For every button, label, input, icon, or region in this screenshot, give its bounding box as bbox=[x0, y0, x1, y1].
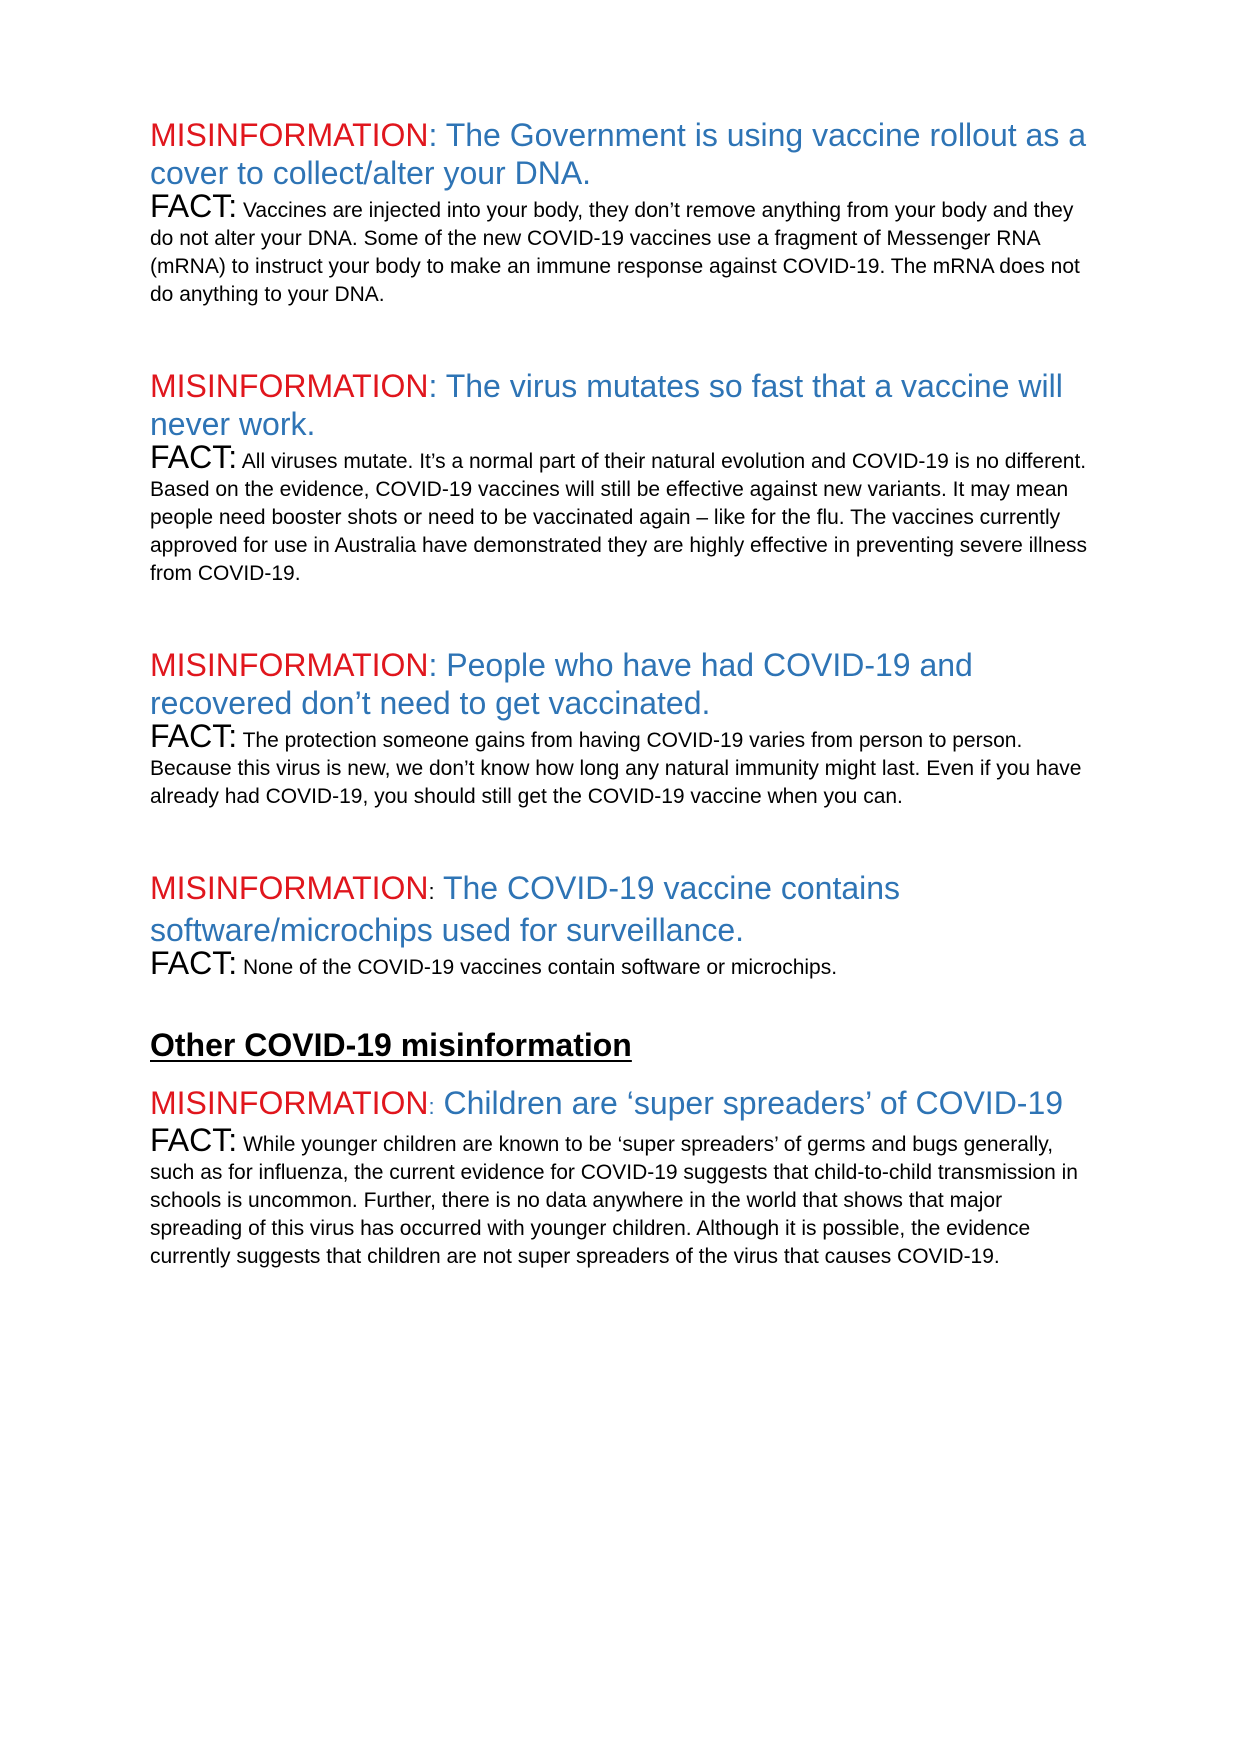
fact-label: FACT: bbox=[150, 439, 238, 475]
misinformation-label: MISINFORMATION bbox=[150, 368, 429, 404]
fact-text: The protection someone gains from having COVID-19 varies from person to person. Because this virus is new, we don’t know how long any natural immunity might last. Even if you have already had COVID-19, you should still get the COVID-19 vaccine when you can. bbox=[150, 729, 1082, 808]
misinformation-claim bbox=[150, 869, 1090, 949]
misinformation-claim bbox=[150, 116, 1090, 192]
misinformation-item bbox=[150, 367, 1090, 588]
misinformation-item bbox=[150, 869, 1090, 982]
fact-paragraph bbox=[150, 188, 1090, 309]
fact-paragraph bbox=[150, 945, 1090, 982]
fact-label: FACT: bbox=[150, 1122, 238, 1158]
misinformation-item bbox=[150, 646, 1090, 811]
claim-separator: : bbox=[428, 368, 438, 404]
fact-text: None of the COVID-19 vaccines contain software or microchips. bbox=[237, 956, 838, 979]
misinformation-claim bbox=[150, 646, 1090, 722]
claim-text: People who have had COVID-19 and recovered don’t need to get vaccinated. bbox=[150, 647, 973, 721]
misinformation-label: MISINFORMATION bbox=[150, 1085, 429, 1121]
section-heading: Other COVID-19 misinformation bbox=[150, 1027, 632, 1063]
claim-text: The COVID-19 vaccine contains software/microchips used for surveillance. bbox=[150, 870, 901, 948]
claim-separator: : bbox=[428, 647, 438, 683]
claim-separator: : bbox=[428, 1094, 435, 1119]
claim-separator: : bbox=[428, 879, 435, 904]
fact-text: While younger children are known to be ‘super spreaders’ of germs and bugs generally, such as for influenza, the current evidence for COVID-19 suggests that child-to-child transmission in schools is uncommon. Further, there is no data anywhere in the world that shows that major spreading of this virus has occurred with younger children. Although it is possible, the evidence currently suggests that children are not super spreaders of the virus that causes COVID-19. bbox=[150, 1133, 1078, 1268]
misinformation-item bbox=[150, 1084, 1090, 1271]
misinformation-claim bbox=[150, 1084, 1090, 1126]
misinformation-label: MISINFORMATION bbox=[150, 117, 429, 153]
claim-text: The Government is using vaccine rollout as a cover to collect/alter your DNA. bbox=[150, 117, 1087, 191]
fact-label: FACT: bbox=[150, 718, 238, 754]
claim-text: Children are ‘super spreaders’ of COVID-19 bbox=[434, 1085, 1064, 1121]
fact-paragraph bbox=[150, 439, 1090, 588]
document-page bbox=[150, 116, 1090, 1271]
fact-text: All viruses mutate. It’s a normal part of their natural evolution and COVID-19 is no different. Based on the evidence, COVID-19 vaccines will still be effective against new variants. It may mean people need booster shots or need to be vaccinated again – like for the flu. The vaccines currently approved for use in Australia have demonstrated they are highly effective in preventing severe illness from COVID-19. bbox=[150, 450, 1087, 585]
fact-label: FACT: bbox=[150, 945, 238, 981]
misinformation-claim bbox=[150, 367, 1090, 443]
claim-separator: : bbox=[428, 117, 438, 153]
fact-text: Vaccines are injected into your body, they don’t remove anything from your body and they do not alter your DNA. Some of the new COVID-19 vaccines use a fragment of Messenger RNA (mRNA) to instruct your body to make an immune response against COVID-19. The mRNA does not do anything to your DNA. bbox=[150, 199, 1080, 306]
misinformation-item bbox=[150, 116, 1090, 309]
misinformation-label: MISINFORMATION bbox=[150, 647, 429, 683]
claim-text: The virus mutates so fast that a vaccine will never work. bbox=[150, 368, 1063, 442]
fact-label: FACT: bbox=[150, 188, 238, 224]
fact-paragraph bbox=[150, 1122, 1090, 1271]
fact-paragraph bbox=[150, 718, 1090, 811]
misinformation-label: MISINFORMATION bbox=[150, 870, 429, 906]
